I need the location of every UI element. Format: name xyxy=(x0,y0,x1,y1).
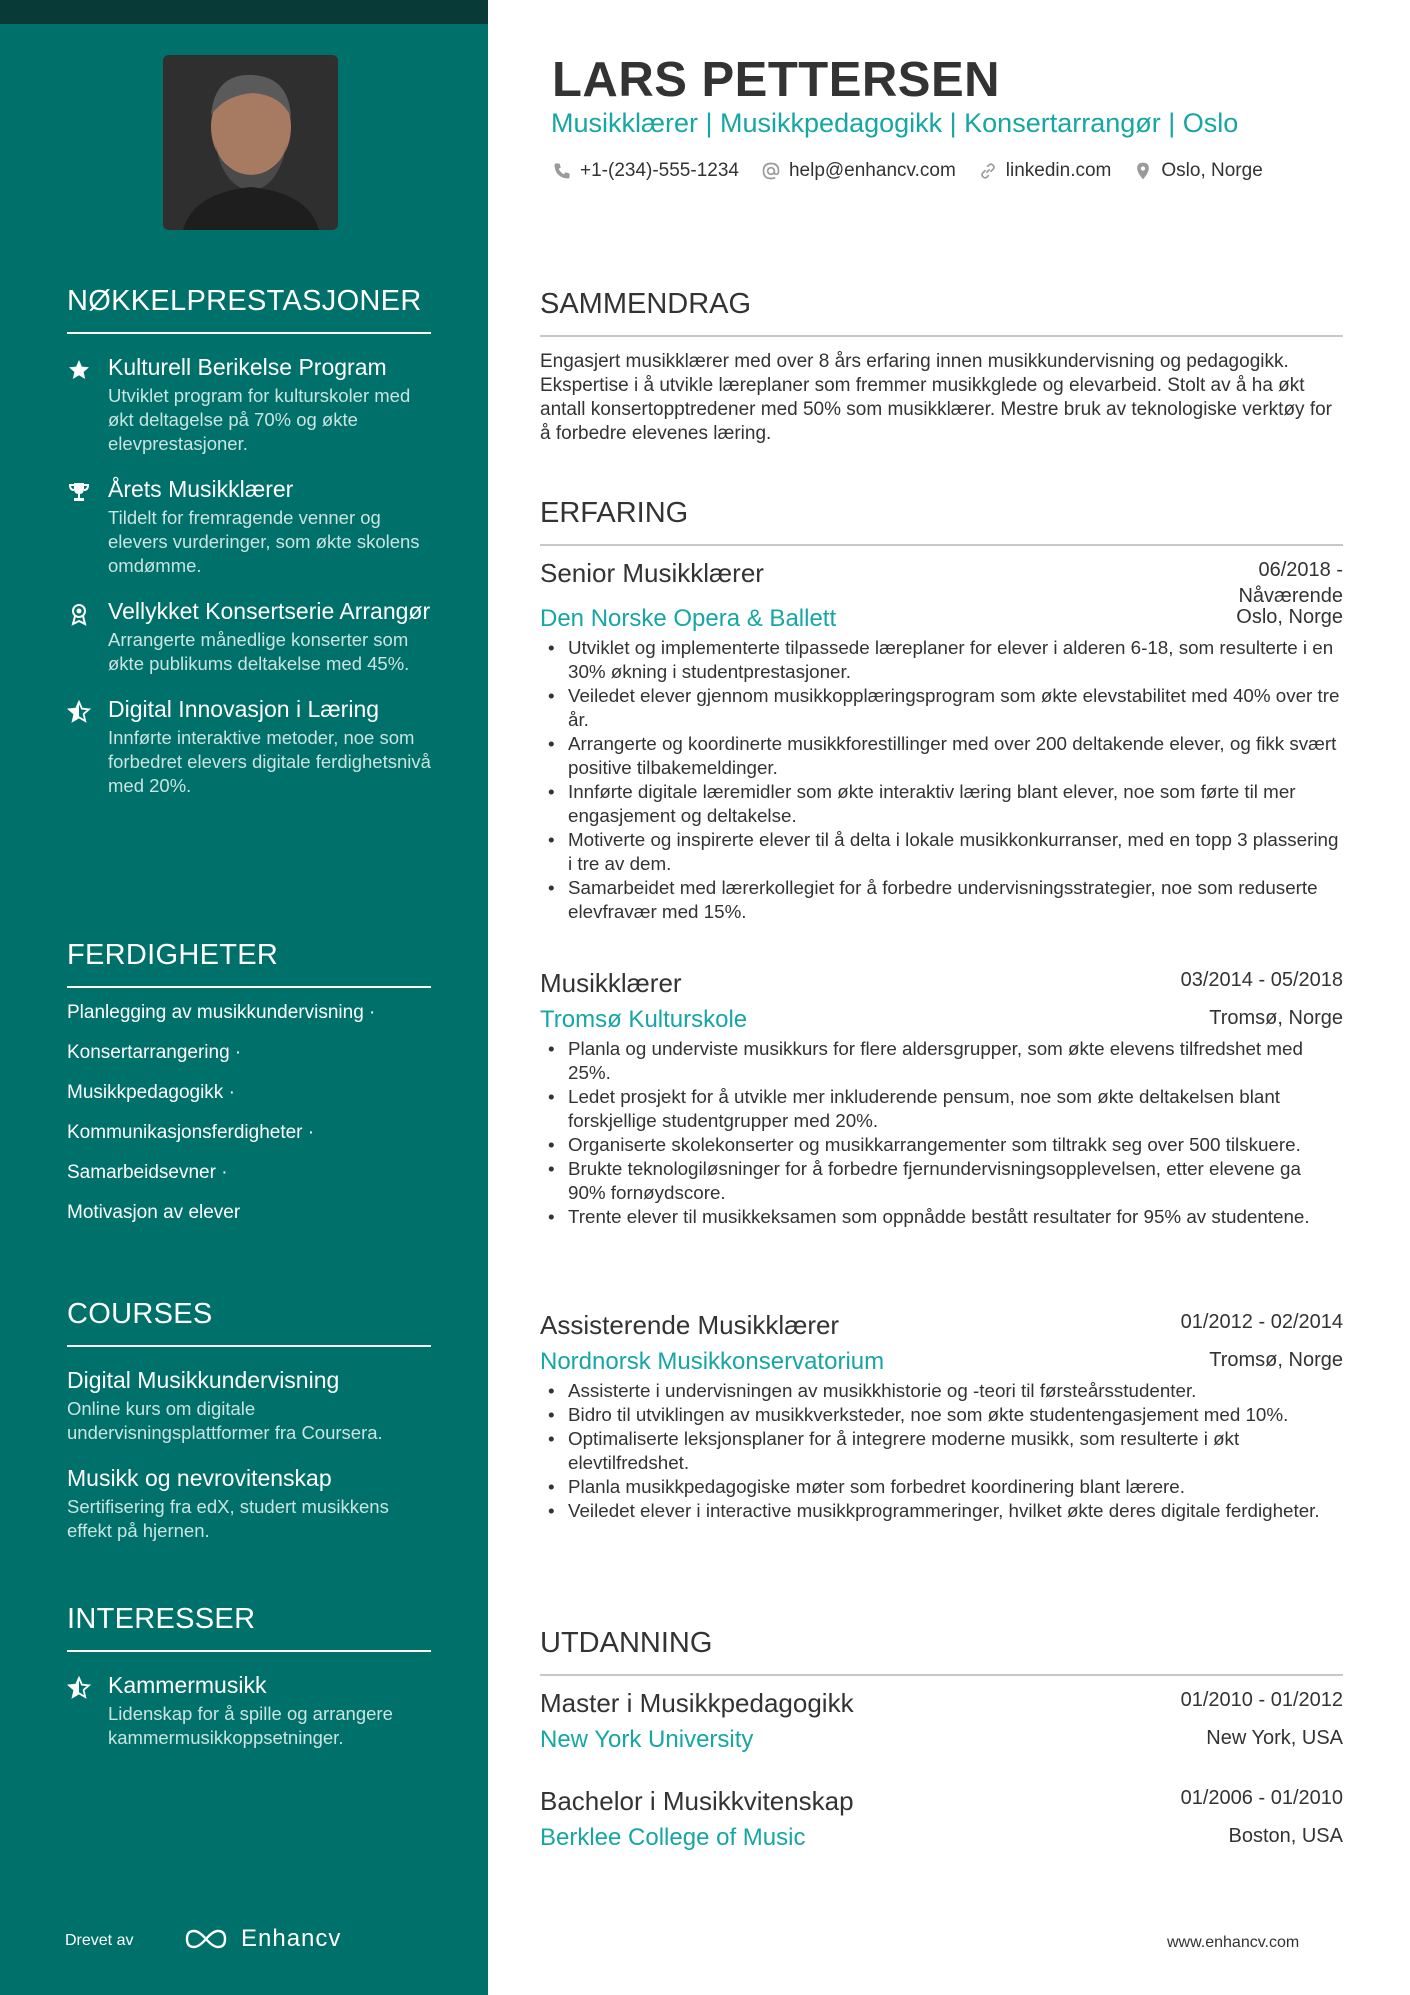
job-title: Musikklærer xyxy=(540,968,682,998)
sidebar-top-bar xyxy=(0,0,488,24)
sidebar xyxy=(0,0,488,1995)
person-name: LARS PETTERSEN xyxy=(552,53,1001,107)
achievement-title: Årets Musikklærer xyxy=(108,476,294,502)
skill-item: Kommunikasjonsferdigheter · xyxy=(67,1122,315,1143)
job-bullets xyxy=(540,1379,1343,1523)
education-title: UTDANNING xyxy=(540,1627,1343,1676)
achievement-title: Kulturell Berikelse Program xyxy=(108,354,387,380)
school-name: New York University xyxy=(540,1726,754,1753)
achievement-title: Vellykket Konsertserie Arrangør xyxy=(108,598,431,624)
education-date: 01/2006 - 01/2010 xyxy=(1180,1787,1343,1809)
profile-photo-icon xyxy=(163,55,338,230)
at-icon xyxy=(761,161,781,181)
summary-title: SAMMENDRAG xyxy=(540,288,1343,337)
skill-item: Samarbeidsevner · xyxy=(67,1162,228,1183)
skill-item: Musikkpedagogikk · xyxy=(67,1082,235,1103)
school-name: Berklee College of Music xyxy=(540,1824,806,1851)
job-bullets xyxy=(540,636,1343,924)
interests-title: INTERESSER xyxy=(67,1603,431,1652)
bullet-item: • Planla musikkpedagogiske møter som forbedret koordinering blant lærere. xyxy=(540,1475,1343,1499)
enhancv-brand-text: Enhancv xyxy=(241,1925,342,1952)
enhancv-logo[interactable] xyxy=(183,1925,341,1953)
job-company: Den Norske Opera & Ballett xyxy=(540,605,837,632)
bullet-item: • Samarbeidet med lærerkollegiet for å forbedre undervisningsstrategier, noe som reduserte elevfravær med 15%. xyxy=(540,876,1343,924)
bullet-item: • Motiverte og inspirerte elever til å delta i lokale musikkonkurranser, med en topp 3 plassering i tre av dem. xyxy=(540,828,1343,876)
email-text: help@enhancv.com xyxy=(788,160,956,181)
link-icon xyxy=(978,161,998,181)
contact-location xyxy=(1133,160,1262,182)
skill-item: Motivasjon av elever xyxy=(67,1202,241,1223)
linkedin-text: linkedin.com xyxy=(1005,160,1112,181)
contact-phone[interactable] xyxy=(552,160,739,182)
bullet-item: • Utviklet og implementerte tilpassede læreplaner for elever i alderen 6-18, som resulterte i en 30% økning i studentprestasjoner. xyxy=(540,636,1343,684)
interest-item xyxy=(67,1670,431,1750)
location-text: Oslo, Norge xyxy=(1161,160,1263,181)
course-desc: Online kurs om digitale undervisningsplattformer fra Coursera. xyxy=(67,1398,383,1443)
half-star-icon xyxy=(67,700,91,724)
job-date-start: 06/2018 - xyxy=(1258,559,1343,581)
enhancv-logo-icon xyxy=(183,1928,229,1950)
bullet-item: • Veiledet elever gjennom musikkopplæringsprogram som økte elevstabilitet med 40% over tre år. xyxy=(540,684,1343,732)
achievement-title: Digital Innovasjon i Læring xyxy=(108,696,380,722)
headline: Musikklærer | Musikkpedagogikk | Konsertarrangør | Oslo xyxy=(551,108,1239,138)
star-icon xyxy=(67,358,91,382)
job-entry xyxy=(540,967,1343,1229)
bullet-item: • Assisterte i undervisningen av musikkhistorie og -teori til førsteårsstudenter. xyxy=(540,1379,1343,1403)
achievement-item xyxy=(67,694,431,798)
powered-by-label: Drevet av xyxy=(65,1932,134,1949)
achievement-desc: Tildelt for fremragende venner og elevers vurderinger, som økte skolens omdømme. xyxy=(108,507,420,576)
bullet-item: • Veiledet elever i interactive musikkprogrammeringer, hvilket økte deres digitale ferdigheter. xyxy=(540,1499,1343,1523)
education-date: 01/2010 - 01/2012 xyxy=(1180,1689,1343,1711)
course-desc: Sertifisering fra edX, studert musikkens effekt på hjernen. xyxy=(67,1496,389,1541)
job-date-end: Nåværende xyxy=(1238,585,1343,607)
location-pin-icon xyxy=(1133,161,1153,181)
interest-title: Kammermusikk xyxy=(108,1672,267,1698)
achievement-item xyxy=(67,352,431,456)
contact-email[interactable] xyxy=(761,160,956,182)
courses-section xyxy=(67,1298,431,1543)
bullet-item: • Optimaliserte leksjonsplaner for å integrere moderne musikk, som resulterte i økt elevtilfredshet. xyxy=(540,1427,1343,1475)
degree-title: Master i Musikkpedagogikk xyxy=(540,1688,854,1718)
interest-desc: Lidenskap for å spille og arrangere kammermusikkoppsetninger. xyxy=(108,1703,393,1748)
achievement-desc: Arrangerte månedlige konserter som økte publikums deltakelse med 45%. xyxy=(108,629,410,674)
avatar xyxy=(163,55,338,230)
job-title: Senior Musikklærer xyxy=(540,558,764,588)
achievement-item xyxy=(67,474,431,578)
bullet-item: • Innførte digitale læremidler som økte interaktiv læring blant elever, noe som førte til mer engasjement og deltakelse. xyxy=(540,780,1343,828)
job-bullets xyxy=(540,1037,1343,1229)
contact-linkedin[interactable] xyxy=(978,160,1112,182)
job-company: Nordnorsk Musikkonservatorium xyxy=(540,1348,885,1375)
achievement-desc: Innførte interaktive metoder, noe som forbedret elevers digitale ferdighetsnivå med 20%. xyxy=(108,727,431,796)
trophy-icon xyxy=(67,480,91,504)
education-entry xyxy=(540,1785,1343,1853)
education-entry xyxy=(540,1687,1343,1755)
footer-website[interactable]: www.enhancv.com xyxy=(1167,1934,1300,1951)
course-title: Digital Musikkundervisning xyxy=(67,1367,340,1393)
skills-section xyxy=(67,939,431,1225)
phone-text: +1-(234)-555-1234 xyxy=(580,160,739,181)
achievements-section xyxy=(67,285,431,798)
course-title: Musikk og nevrovitenskap xyxy=(67,1465,332,1491)
summary-text: Engasjert musikklærer med over 8 års erfaring innen musikkundervisning og pedagogikk. Ekspertise i å utvikle læreplaner som fremmer musikkglede og elevarbeid. Stolt av å ha økt antall konsertopptredener med 50% som musikklærer. Mestre bruk av teknologiske verktøy for å forbedre elevenes læring. xyxy=(540,351,1332,444)
job-date: 03/2014 - 05/2018 xyxy=(1180,969,1343,991)
school-location: New York, USA xyxy=(1206,1727,1343,1749)
bullet-item: • Brukte teknologiløsninger for å forbedre fjernundervisningsopplevelsen, etter elevene ga 90% fornøydscore. xyxy=(540,1157,1343,1205)
achievements-title: NØKKELPRESTASJONER xyxy=(67,285,431,334)
degree-title: Bachelor i Musikkvitenskap xyxy=(540,1786,854,1816)
courses-title: COURSES xyxy=(67,1298,431,1347)
achievement-item xyxy=(67,596,431,676)
phone-icon xyxy=(552,161,572,181)
job-company: Tromsø Kulturskole xyxy=(540,1006,748,1033)
experience-title: ERFARING xyxy=(540,497,1343,546)
skills-title: FERDIGHETER xyxy=(67,939,431,988)
bullet-item: • Trente elever til musikkeksamen som oppnådde bestått resultater for 95% av studentene. xyxy=(540,1205,1343,1229)
bullet-item: • Ledet prosjekt for å utvikle mer inkluderende pensum, noe som økte deltakelsen blant forskjellige studentgrupper med 20%. xyxy=(540,1085,1343,1133)
bullet-item: • Bidro til utviklingen av musikkverksteder, noe som økte studentengasjement med 10%. xyxy=(540,1403,1343,1427)
job-location: Tromsø, Norge xyxy=(1209,1007,1343,1029)
half-star-icon xyxy=(67,1676,91,1700)
interests-section xyxy=(67,1603,431,1750)
job-date: 01/2012 - 02/2014 xyxy=(1180,1311,1343,1333)
achievement-desc: Utviklet program for kulturskoler med økt deltagelse på 70% og økte elevprestasjoner. xyxy=(108,385,411,454)
skill-item: Planlegging av musikkundervisning · xyxy=(67,1002,376,1023)
bullet-item: • Planla og underviste musikkurs for flere aldersgrupper, som økte elevens tilfredshet med 25%. xyxy=(540,1037,1343,1085)
job-entry xyxy=(540,557,1343,924)
job-title: Assisterende Musikklærer xyxy=(540,1310,840,1340)
job-location: Tromsø, Norge xyxy=(1209,1349,1343,1371)
job-entry xyxy=(540,1309,1343,1523)
bullet-item: • Organiserte skolekonserter og musikkarrangementer som tiltrakk seg over 500 tilskuere. xyxy=(540,1133,1343,1157)
job-date xyxy=(1238,557,1343,609)
job-location: Oslo, Norge xyxy=(1236,606,1343,628)
medal-icon xyxy=(67,602,91,626)
bullet-item: • Arrangerte og koordinerte musikkforestillinger med over 200 deltakende elever, og fikk svært positive tilbakemeldinger. xyxy=(540,732,1343,780)
skill-item: Konsertarrangering · xyxy=(67,1042,242,1063)
school-location: Boston, USA xyxy=(1228,1825,1343,1847)
contact-row xyxy=(552,160,1263,182)
